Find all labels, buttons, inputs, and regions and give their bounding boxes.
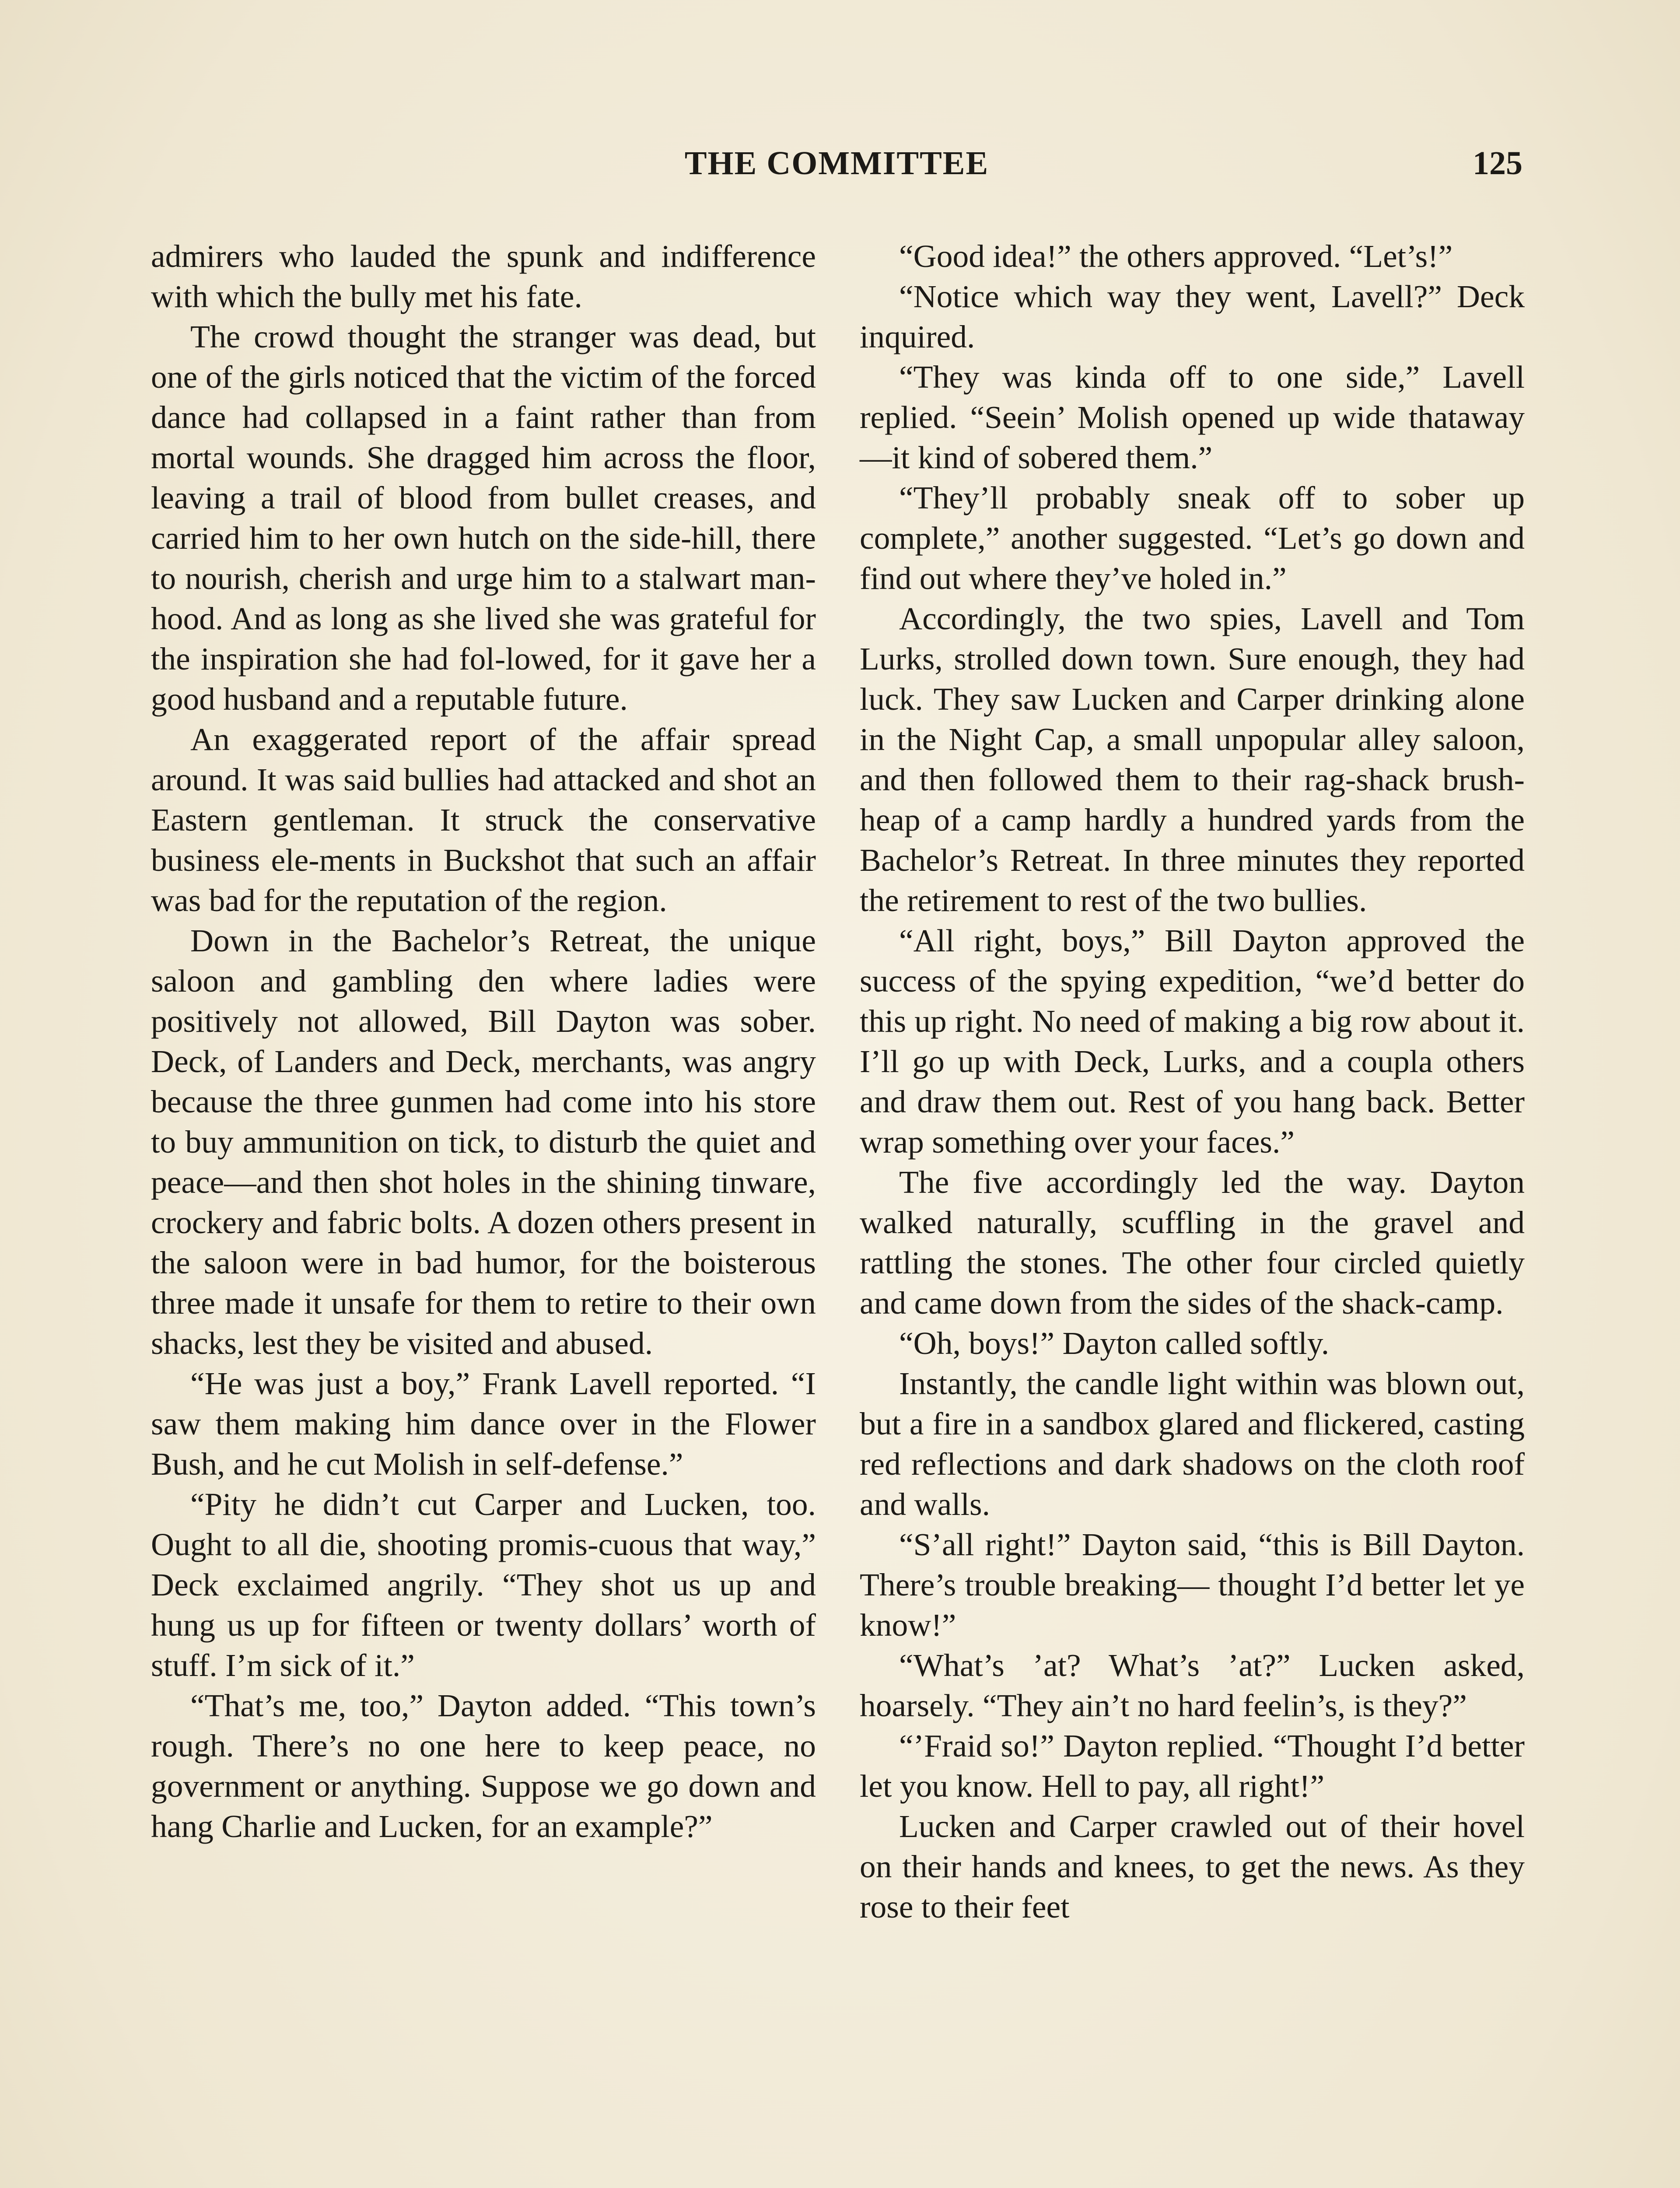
page-number: 125 [1473, 145, 1522, 182]
paragraph: “’Fraid so!” Dayton replied. “Thought I’d better let you know. Hell to pay, all right!” [860, 1728, 1525, 1804]
paragraph: “That’s me, too,” Dayton added. “This town’s rough. There’s no one here to keep peace, no government or anything. Suppose we go down and hang Charlie and Lucken, for an example?” [151, 1688, 816, 1844]
paragraph: The crowd thought the stranger was dead, but one of the girls noticed that the victim of the forced dance had collapsed in a faint rather than from mortal wounds. She dragged him across the floor, leaving a trail of blood from bullet creases, and carried him to her own hutch on the side-hill, there to nourish, cherish and urge him to a stalwart man-hood. And as long as she lived she was grateful for the inspiration she had fol-lowed, for it gave her a good husband and a reputable future. [151, 319, 816, 717]
paragraph: Lucken and Carper crawled out of their hovel on their hands and knees, to get the news. As they rose to their feet [860, 1809, 1525, 1925]
paragraph: “S’all right!” Dayton said, “this is Bill Dayton. There’s trouble breaking— thought I’d better let ye know!” [860, 1527, 1525, 1643]
left-column [151, 236, 816, 1847]
paragraph: “He was just a boy,” Frank Lavell reported. “I saw them making him dance over in the Flower Bush, and he cut Molish in self-defense.” [151, 1366, 816, 1482]
paragraph: “What’s ’at? What’s ’at?” Lucken asked, hoarsely. “They ain’t no hard feelin’s, is they?” [860, 1648, 1525, 1723]
chapter-title: THE COMMITTEE [684, 145, 989, 182]
paragraph: “They was kinda off to one side,” Lavell replied. “Seein’ Molish opened up wide thataway—it kind of sobered them.” [860, 359, 1525, 475]
running-head [151, 144, 1522, 197]
paragraph: “Oh, boys!” Dayton called softly. [899, 1325, 1330, 1361]
paragraph: “Good idea!” the others approved. “Let’s!” [899, 238, 1453, 274]
right-column [860, 236, 1525, 1927]
paragraph: Down in the Bachelor’s Retreat, the unique saloon and gambling den where ladies were positively not allowed, Bill Dayton was sober. Deck, of Landers and Deck, merchants, was angry because the three gunmen had come into his store to buy ammunition on tick, to disturb the quiet and peace—and then shot holes in the shining tinware, crockery and fabric bolts. A dozen others present in the saloon were in bad humor, for the boisterous three made it unsafe for them to retire to their own shacks, lest they be visited and abused. [151, 923, 816, 1361]
paragraph: “Notice which way they went, Lavell?” Deck inquired. [860, 279, 1525, 354]
paragraph: admirers who lauded the spunk and indifference with which the bully met his fate. [151, 238, 816, 314]
paragraph: “All right, boys,” Bill Dayton approved the success of the spying expedition, “we’d better do this up right. No need of making a big row about it. I’ll go up with Deck, Lurks, and a coupla others and draw them out. Rest of you hang back. Better wrap something over your faces.” [860, 923, 1525, 1160]
paragraph: “Pity he didn’t cut Carper and Lucken, too. Ought to all die, shooting promis-cuous that way,” Deck exclaimed angrily. “They shot us up and hung us up for fifteen or twenty dollars’ worth of stuff. I’m sick of it.” [151, 1487, 816, 1683]
paragraph: Instantly, the candle light within was blown out, but a fire in a sandbox glared and flickered, casting red reflections and dark shadows on the cloth roof and walls. [860, 1366, 1525, 1522]
paragraph: Accordingly, the two spies, Lavell and Tom Lurks, strolled down town. Sure enough, they had luck. They saw Lucken and Carper drinking alone in the Night Cap, a small unpopular alley saloon, and then followed them to their rag-shack brush-heap of a camp hardly a hundred yards from the Bachelor’s Retreat. In three minutes they reported the retirement to rest of the two bullies. [860, 601, 1525, 918]
paragraph: The five accordingly led the way. Dayton walked naturally, scuffling in the gravel and rattling the stones. The other four circled quietly and came down from the sides of the shack-camp. [860, 1164, 1525, 1321]
paragraph: An exaggerated report of the affair spread around. It was said bullies had attacked and shot an Eastern gentleman. It struck the conservative business ele-ments in Buckshot that such an affair was bad for the reputation of the region. [151, 722, 816, 918]
paragraph: “They’ll probably sneak off to sober up complete,” another suggested. “Let’s go down and find out where they’ve holed in.” [860, 480, 1525, 596]
